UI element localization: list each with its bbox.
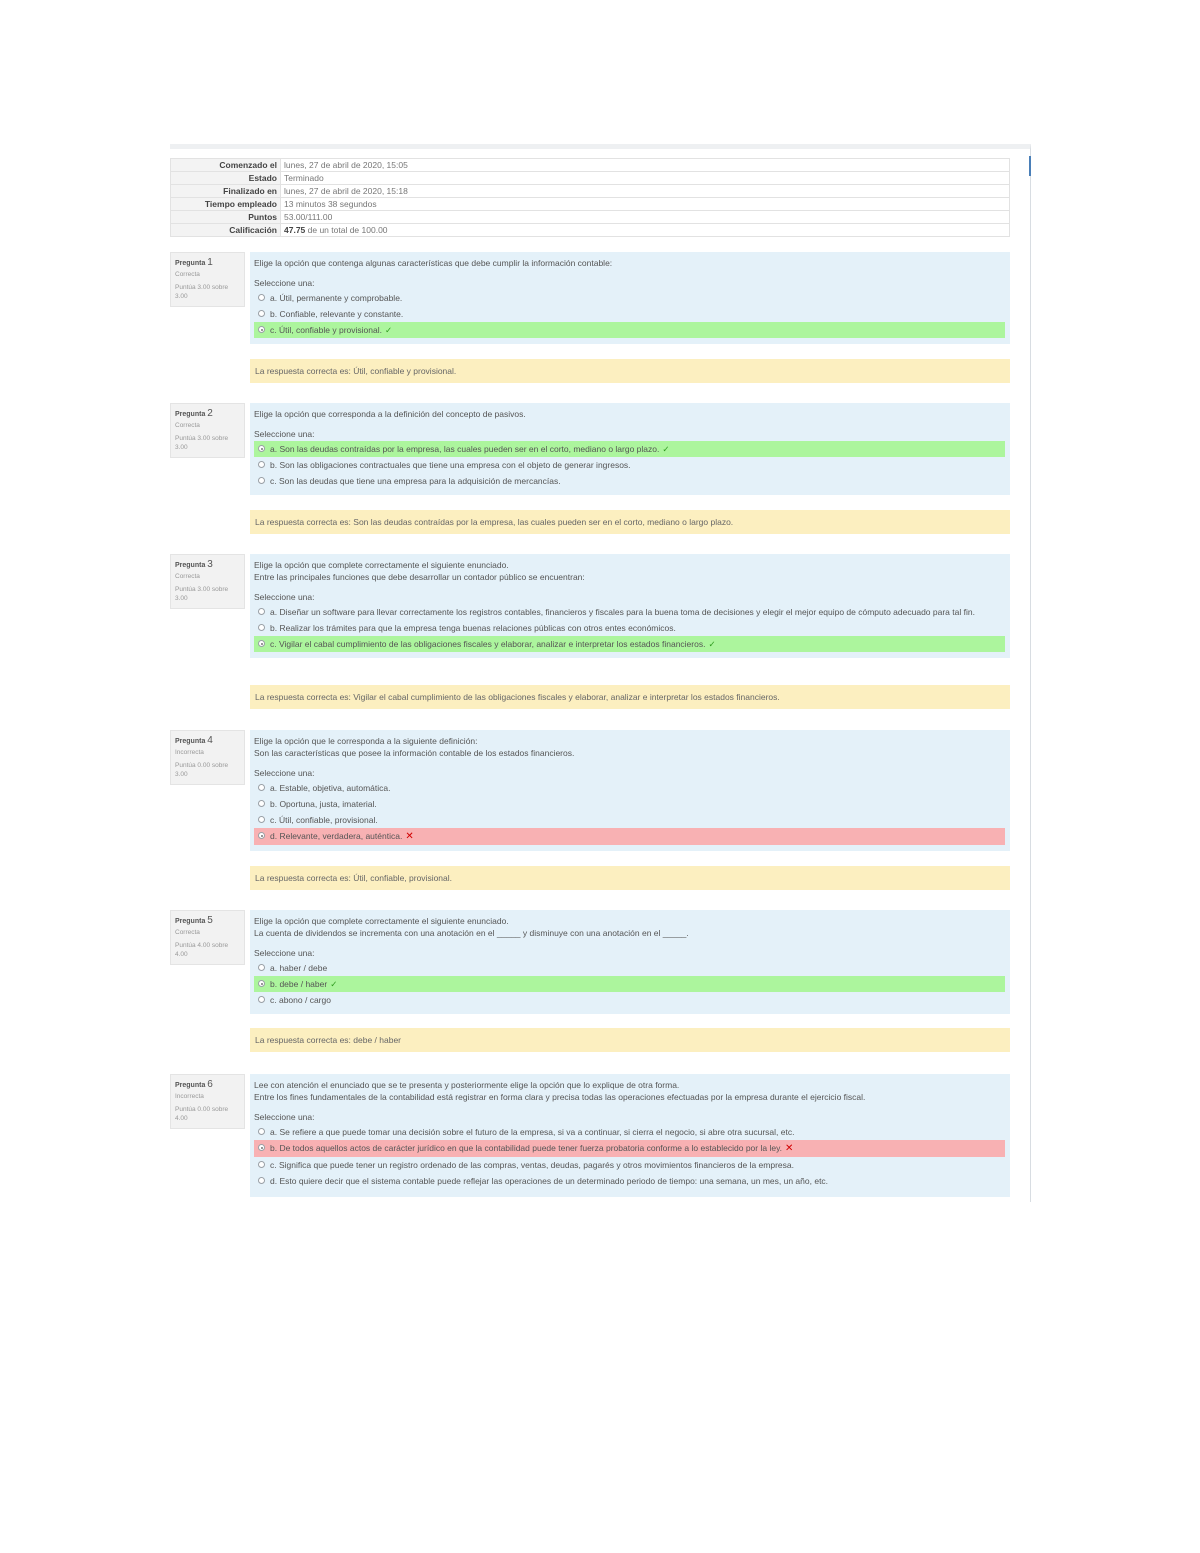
summary-value [281, 224, 1010, 237]
option-label: b. Son las obligaciones contractuales que tiene una empresa con el objeto de generar ingresos. [270, 460, 631, 470]
select-prompt: Seleccione una: [254, 592, 315, 602]
radio-button[interactable] [258, 608, 265, 615]
question-number [175, 914, 241, 928]
summary-label: Finalizado en [171, 185, 281, 198]
radio-button[interactable] [258, 980, 265, 987]
option-text [270, 994, 1005, 1006]
correct-answer-feedback: La respuesta correcta es: Útil, confiable, provisional. [250, 866, 1010, 890]
option-label: a. Se refiere a que puede tomar una decisión sobre el futuro de la empresa, si va a continuar, si cierra el negocio, si abre otra sucursal, etc. [270, 1127, 795, 1137]
question-grade: Puntúa 3.00 sobre 3.00 [175, 586, 229, 603]
option-label: b. debe / haber [270, 979, 328, 989]
radio-button[interactable] [258, 310, 265, 317]
summary-row [171, 185, 1010, 198]
option-text [270, 1159, 1005, 1171]
question-number [175, 1078, 241, 1092]
question-num: 4 [207, 735, 213, 746]
answer-option[interactable] [254, 322, 1005, 338]
question-state: Correcta [175, 572, 200, 580]
answer-option[interactable] [254, 780, 1005, 796]
check-icon: ✓ [708, 639, 716, 649]
summary-label: Puntos [171, 211, 281, 224]
question-state: Correcta [175, 270, 200, 278]
radio-button[interactable] [258, 624, 265, 631]
radio-button[interactable] [258, 1128, 265, 1135]
summary-row [171, 211, 1010, 224]
option-text [270, 475, 1005, 487]
option-text [270, 1126, 1005, 1138]
question-label: Pregunta [175, 562, 206, 569]
option-text [270, 830, 1005, 843]
question-number [175, 734, 241, 748]
option-text [270, 443, 1005, 455]
question-text: Elige la opción que complete correctamente el siguiente enunciado. [254, 560, 509, 570]
answer-option[interactable] [254, 796, 1005, 812]
option-label: c. Son las deudas que tiene una empresa para la adquisición de mercancías. [270, 476, 561, 486]
correct-answer-feedback: La respuesta correcta es: Son las deudas contraídas por la empresa, las cuales pueden ser en el corto, mediano o largo plazo. [250, 510, 1010, 534]
option-label: a. Estable, objetiva, automática. [270, 783, 391, 793]
select-prompt: Seleccione una: [254, 429, 315, 439]
radio-button[interactable] [258, 816, 265, 823]
question-info [170, 252, 245, 307]
check-icon: ✓ [662, 444, 670, 454]
attempt-summary-table [170, 158, 1010, 237]
question-grade: Puntúa 3.00 sobre 3.00 [175, 284, 229, 301]
question-label: Pregunta [175, 1082, 206, 1089]
answer-option[interactable] [254, 828, 1005, 845]
question-state: Incorrecta [175, 1092, 204, 1100]
question-text: Elige la opción que complete correctamente el siguiente enunciado. [254, 916, 509, 926]
correct-answer-feedback: La respuesta correcta es: Útil, confiable y provisional. [250, 359, 1010, 383]
question-state: Incorrecta [175, 748, 204, 756]
option-label: a. Son las deudas contraídas por la empresa, las cuales pueden ser en el corto, mediano o largo plazo. [270, 444, 660, 454]
answer-option[interactable] [254, 441, 1005, 457]
scrollbar-marker [1029, 156, 1031, 176]
option-text [270, 606, 1005, 618]
question-num: 2 [207, 408, 213, 419]
question-info [170, 403, 245, 458]
summary-value: 53.00/111.00 [281, 211, 1010, 224]
summary-value: lunes, 27 de abril de 2020, 15:18 [281, 185, 1010, 198]
summary-value: 13 minutos 38 segundos [281, 198, 1010, 211]
answer-option[interactable] [254, 1173, 1005, 1189]
option-label: b. Confiable, relevante y constante. [270, 309, 404, 319]
question-num: 5 [207, 915, 213, 926]
option-text [270, 814, 1005, 826]
question-label: Pregunta [175, 918, 206, 925]
option-label: c. abono / cargo [270, 995, 331, 1005]
answer-option[interactable] [254, 457, 1005, 473]
radio-button[interactable] [258, 784, 265, 791]
answer-option[interactable] [254, 306, 1005, 322]
question-grade: Puntúa 4.00 sobre 4.00 [175, 942, 229, 959]
check-icon: ✓ [384, 325, 393, 335]
answer-option[interactable] [254, 473, 1005, 489]
option-text [270, 978, 1005, 990]
option-text [270, 638, 1005, 650]
question-box [250, 403, 1010, 495]
correct-answer-feedback: La respuesta correcta es: Vigilar el cabal cumplimiento de las obligaciones fiscales y elaborar, analizar e interpretar los estados financieros. [250, 685, 1010, 709]
question-number [175, 407, 241, 421]
select-prompt: Seleccione una: [254, 1112, 315, 1122]
radio-button[interactable] [258, 445, 265, 452]
select-prompt: Seleccione una: [254, 948, 315, 958]
answer-option[interactable] [254, 992, 1005, 1008]
grade-total: de un total de 100.00 [305, 225, 388, 235]
summary-label: Tiempo empleado [171, 198, 281, 211]
answer-option[interactable] [254, 290, 1005, 306]
answer-option[interactable] [254, 620, 1005, 636]
summary-row [171, 172, 1010, 185]
option-label: c. Útil, confiable, provisional. [270, 815, 378, 825]
question-grade: Puntúa 0.00 sobre 3.00 [175, 762, 229, 779]
question-state: Correcta [175, 928, 200, 936]
question-text: Son las características que posee la información contable de los estados financieros. [254, 748, 575, 758]
question-number [175, 558, 241, 572]
question-grade: Puntúa 3.00 sobre 3.00 [175, 435, 229, 452]
answer-option[interactable] [254, 1124, 1005, 1140]
select-prompt: Seleccione una: [254, 278, 315, 288]
question-box [250, 910, 1010, 1014]
summary-value: Terminado [281, 172, 1010, 185]
option-text [270, 459, 1005, 471]
correct-answer-feedback: La respuesta correcta es: debe / haber [250, 1028, 1010, 1052]
option-label: a. haber / debe [270, 963, 328, 973]
question-number [175, 256, 241, 270]
option-label: c. Vigilar el cabal cumplimiento de las obligaciones fiscales y elaborar, analizar e interpretar los estados financieros. [270, 639, 706, 649]
question-box [250, 554, 1010, 658]
question-grade: Puntúa 0.00 sobre 4.00 [175, 1106, 229, 1123]
option-label: d. Relevante, verdadera, auténtica. [270, 831, 403, 841]
question-num: 1 [207, 257, 213, 268]
radio-button[interactable] [258, 964, 265, 971]
option-label: c. Útil, confiable y provisional. [270, 325, 382, 335]
option-text [270, 962, 1005, 974]
radio-button[interactable] [258, 996, 265, 1003]
question-label: Pregunta [175, 411, 206, 418]
question-state: Correcta [175, 421, 200, 429]
option-label: a. Útil, permanente y comprobable. [270, 293, 403, 303]
summary-label: Calificación [171, 224, 281, 237]
radio-button[interactable] [258, 326, 265, 333]
question-info [170, 1074, 245, 1129]
option-text [270, 1175, 1005, 1187]
question-box [250, 252, 1010, 344]
question-text: Elige la opción que contenga algunas características que debe cumplir la información contable: [254, 258, 613, 268]
summary-row [171, 224, 1010, 237]
cross-icon: ✕ [405, 831, 414, 842]
option-label: b. Oportuna, justa, imaterial. [270, 799, 377, 809]
summary-label: Estado [171, 172, 281, 185]
option-label: c. Significa que puede tener un registro ordenado de las compras, ventas, deudas, pagarés y otros movimientos financieros de la empresa. [270, 1160, 794, 1170]
radio-button[interactable] [258, 640, 265, 647]
answer-option[interactable] [254, 1157, 1005, 1173]
question-text: Elige la opción que corresponda a la definición del concepto de pasivos. [254, 409, 526, 419]
summary-value: lunes, 27 de abril de 2020, 15:05 [281, 159, 1010, 172]
option-text [270, 292, 1005, 304]
radio-button[interactable] [258, 800, 265, 807]
grade-value: 47.75 [284, 225, 306, 235]
radio-button[interactable] [258, 461, 265, 468]
question-box [250, 730, 1010, 851]
summary-label: Comenzado el [171, 159, 281, 172]
question-label: Pregunta [175, 260, 206, 267]
option-text [270, 324, 1005, 336]
answer-option[interactable] [254, 636, 1005, 652]
select-prompt: Seleccione una: [254, 768, 315, 778]
radio-button[interactable] [258, 294, 265, 301]
question-text: Lee con atención el enunciado que se te presenta y posteriormente elige la opción que lo explique de otra forma. [254, 1080, 680, 1090]
option-text [270, 308, 1005, 320]
radio-button[interactable] [258, 1177, 265, 1184]
option-text [270, 622, 1005, 634]
question-text: La cuenta de dividendos se incrementa con una anotación en el _____ y disminuye con una anotación en el _____. [254, 928, 689, 938]
summary-row [171, 159, 1010, 172]
question-text: Elige la opción que le corresponda a la siguiente definición: [254, 736, 478, 746]
radio-button[interactable] [258, 1161, 265, 1168]
radio-button[interactable] [258, 1144, 265, 1151]
answer-option[interactable] [254, 1140, 1005, 1157]
question-box [250, 1074, 1010, 1197]
question-info [170, 554, 245, 609]
option-label: d. Esto quiere decir que el sistema contable puede reflejar las operaciones de un determinado periodo de tiempo: una semana, un mes, un año, etc. [270, 1176, 829, 1186]
option-label: a. Diseñar un software para llevar correctamente los registros contables, financieros y fiscales para la buena toma de decisiones y elegir el mejor equipo de cómputo adecuado para tal fin. [270, 607, 975, 617]
question-info [170, 730, 245, 785]
radio-button[interactable] [258, 477, 265, 484]
option-text [270, 782, 1005, 794]
question-num: 6 [207, 1079, 213, 1090]
check-icon: ✓ [330, 979, 338, 989]
question-text: Entre los fines fundamentales de la contabilidad está registrar en forma clara y precisa todas las operaciones efectuadas por la empresa durante el ejercicio fiscal. [254, 1092, 866, 1102]
cross-icon: ✕ [785, 1143, 794, 1154]
option-label: b. Realizar los trámites para que la empresa tenga buenas relaciones públicas con otros entes económicos. [270, 623, 676, 633]
question-label: Pregunta [175, 738, 206, 745]
question-info [170, 910, 245, 965]
answer-option[interactable] [254, 812, 1005, 828]
answer-option[interactable] [254, 604, 1005, 620]
option-label: b. De todos aquellos actos de carácter jurídico en que la contabilidad puede tener fuerza probatoria conforme a lo establecido por la ley. [270, 1143, 783, 1153]
option-text [270, 798, 1005, 810]
summary-row [171, 198, 1010, 211]
radio-button[interactable] [258, 832, 265, 839]
question-text: Entre las principales funciones que debe desarrollar un contador público se encuentran: [254, 572, 585, 582]
question-num: 3 [207, 559, 213, 570]
answer-option[interactable] [254, 960, 1005, 976]
option-text [270, 1142, 1005, 1155]
answer-option[interactable] [254, 976, 1005, 992]
